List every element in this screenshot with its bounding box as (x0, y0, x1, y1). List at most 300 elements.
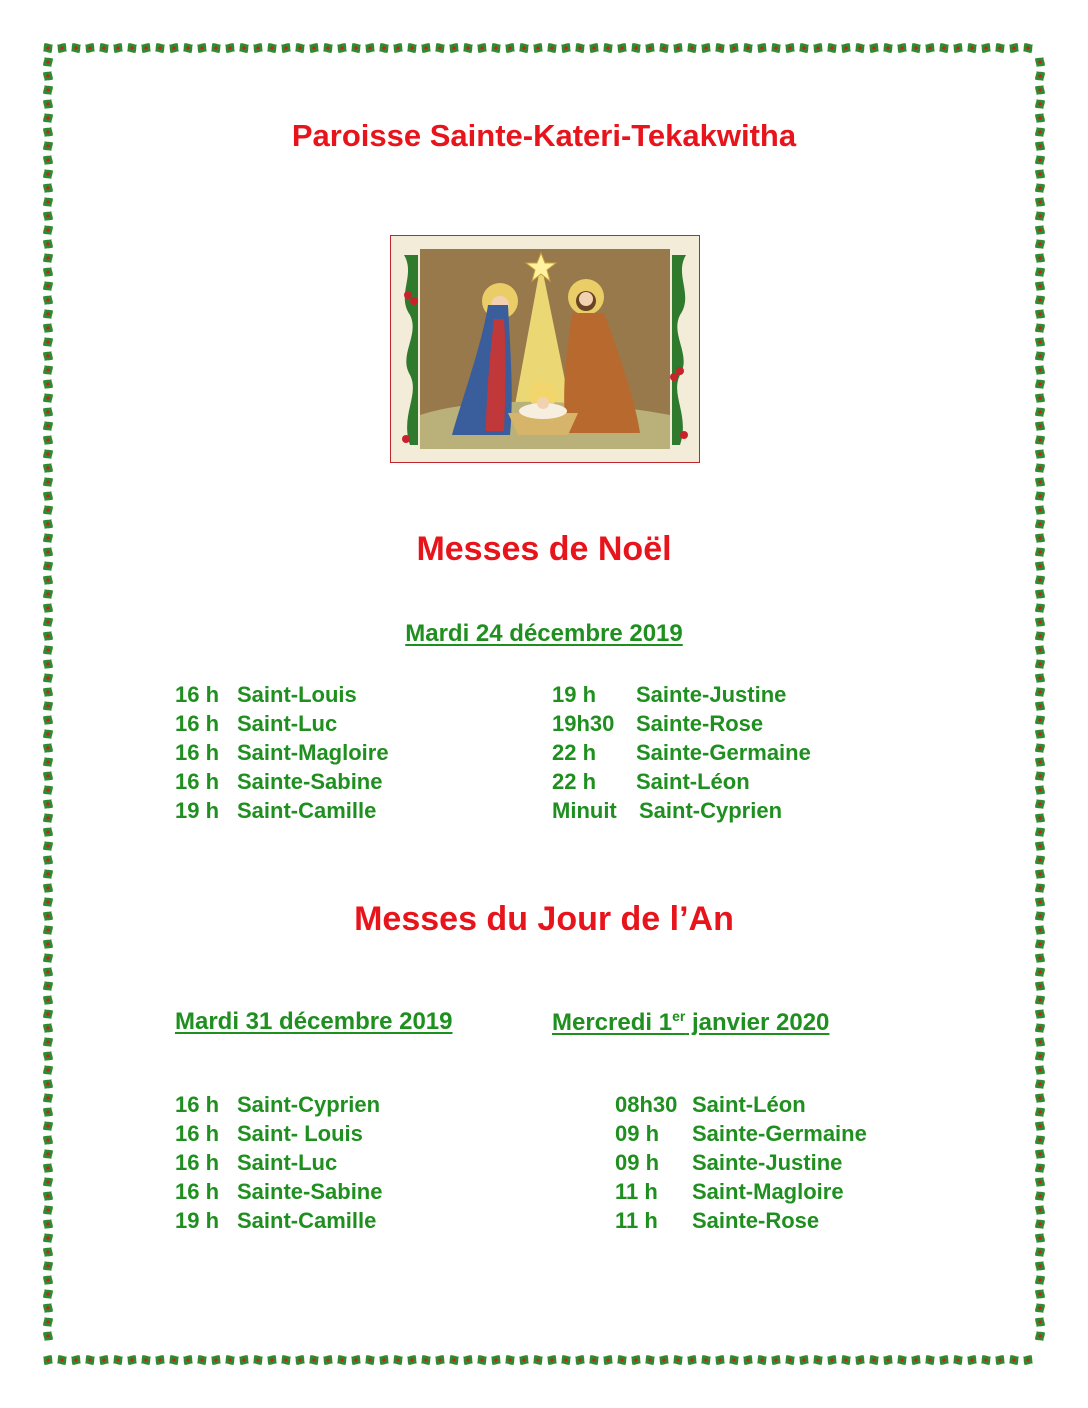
holly-icon (1006, 1352, 1023, 1368)
holly-icon (1032, 1286, 1048, 1303)
holly-icon (460, 40, 477, 56)
list-item: 22 h Saint-Léon (552, 769, 750, 794)
list-item: 09 h Sainte-Germaine (615, 1121, 867, 1146)
holly-icon (320, 1352, 337, 1368)
holly-icon (950, 40, 967, 56)
holly-icon (250, 1352, 267, 1368)
holly-icon (1032, 670, 1048, 687)
holly-icon (1032, 1034, 1048, 1051)
holly-icon (40, 404, 56, 421)
holly-icon (880, 1352, 897, 1368)
holly-icon (1032, 68, 1048, 85)
list-item: 19 h Saint-Camille (175, 798, 377, 823)
holly-icon (1032, 1090, 1048, 1107)
holly-icon (40, 950, 56, 967)
holly-icon (1032, 782, 1048, 799)
holly-icon (1032, 376, 1048, 393)
holly-icon (40, 362, 56, 379)
holly-icon (1032, 1272, 1048, 1289)
holly-icon (194, 1352, 211, 1368)
holly-icon (40, 1244, 56, 1261)
holly-icon (40, 586, 56, 603)
holly-icon (40, 320, 56, 337)
holly-icon (82, 40, 99, 56)
list-item: 16 h Sainte-Sabine (175, 769, 383, 794)
christmas-masses-title: Messes de Noël (416, 530, 672, 568)
holly-icon (698, 1352, 715, 1368)
holly-icon (40, 740, 56, 757)
holly-icon (110, 40, 127, 56)
holly-icon (40, 1202, 56, 1219)
holly-icon (236, 1352, 253, 1368)
holly-icon (1032, 838, 1048, 855)
holly-icon (1032, 1300, 1048, 1317)
holly-icon (1032, 572, 1048, 589)
holly-icon (40, 278, 56, 295)
holly-icon (978, 1352, 995, 1368)
holly-icon (950, 1352, 967, 1368)
holly-icon (40, 1286, 56, 1303)
holly-icon (628, 1352, 645, 1368)
holly-icon (698, 40, 715, 56)
christmas-date: Mardi 24 décembre 2019 (405, 620, 683, 647)
holly-icon (1032, 768, 1048, 785)
christmas-left-list (175, 680, 389, 825)
holly-icon (278, 1352, 295, 1368)
holly-icon (180, 40, 197, 56)
holly-icon (40, 670, 56, 687)
holly-icon (40, 964, 56, 981)
holly-icon (1032, 1244, 1048, 1261)
holly-icon (40, 1352, 56, 1368)
holly-icon (40, 810, 56, 827)
holly-icon (838, 1352, 855, 1368)
holly-icon (40, 1146, 56, 1163)
holly-icon (40, 502, 56, 519)
holly-icon (572, 1352, 589, 1368)
holly-icon (1032, 208, 1048, 225)
holly-icon (1032, 390, 1048, 407)
holly-icon (432, 1352, 449, 1368)
holly-icon (208, 1352, 225, 1368)
holly-icon (656, 1352, 673, 1368)
holly-icon (40, 474, 56, 491)
holly-icon (124, 1352, 141, 1368)
holly-icon (40, 1258, 56, 1275)
holly-icon (40, 1048, 56, 1065)
holly-icon (390, 1352, 407, 1368)
holly-icon (474, 40, 491, 56)
holly-icon (768, 40, 785, 56)
christmas-right-list (552, 680, 811, 825)
parish-title: Paroisse Sainte-Kateri-Tekakwitha (291, 118, 797, 153)
holly-icon (1032, 418, 1048, 435)
holly-icon (138, 40, 155, 56)
holly-icon (782, 40, 799, 56)
new-year-eve-list (175, 1090, 382, 1235)
holly-icon (96, 40, 113, 56)
holly-icon (1032, 950, 1048, 967)
holly-icon (40, 68, 56, 85)
holly-icon (670, 1352, 687, 1368)
holly-icon (124, 40, 141, 56)
holly-icon (824, 1352, 841, 1368)
holly-icon (390, 40, 407, 56)
holly-icon (40, 264, 56, 281)
holly-icon (1032, 348, 1048, 365)
holly-icon (740, 1352, 757, 1368)
holly-icon (40, 208, 56, 225)
holly-icon (1032, 278, 1048, 295)
holly-icon (908, 1352, 925, 1368)
holly-icon (1032, 684, 1048, 701)
new-year-eve-date: Mardi 31 décembre 2019 (175, 1008, 453, 1035)
holly-icon (964, 1352, 981, 1368)
holly-icon (1032, 600, 1048, 617)
holly-icon (1032, 264, 1048, 281)
holly-icon (40, 712, 56, 729)
holly-icon (40, 1034, 56, 1051)
list-item: 19h30 Sainte-Rose (552, 711, 764, 736)
holly-icon (404, 1352, 421, 1368)
holly-icon (40, 1272, 56, 1289)
holly-icon (1032, 754, 1048, 771)
holly-icon (1032, 698, 1048, 715)
holly-icon (306, 1352, 323, 1368)
holly-icon (348, 1352, 365, 1368)
holly-icon (40, 1020, 56, 1037)
holly-icon (1032, 236, 1048, 253)
list-item: 11 h Saint-Magloire (615, 1179, 844, 1204)
holly-icon (908, 40, 925, 56)
holly-icon (40, 334, 56, 351)
holly-icon (516, 1352, 533, 1368)
holly-icon (1032, 474, 1048, 491)
holly-icon (40, 306, 56, 323)
holly-icon (1032, 880, 1048, 897)
holly-icon (40, 656, 56, 673)
list-item: 22 h Sainte-Germaine (552, 740, 811, 765)
holly-icon (544, 1352, 561, 1368)
holly-icon (978, 40, 995, 56)
holly-icon (838, 40, 855, 56)
holly-icon (516, 40, 533, 56)
holly-icon (992, 40, 1009, 56)
holly-icon (1032, 1076, 1048, 1093)
holly-icon (446, 40, 463, 56)
holly-icon (1032, 712, 1048, 729)
holly-icon (40, 978, 56, 995)
holly-icon (40, 1300, 56, 1317)
holly-icon (712, 1352, 729, 1368)
list-item: 16 h Saint-Luc (175, 711, 338, 736)
list-item: 19 h Saint-Camille (175, 1208, 377, 1233)
holly-icon (40, 460, 56, 477)
holly-icon (1032, 1216, 1048, 1233)
holly-icon (432, 40, 449, 56)
holly-icon (306, 40, 323, 56)
holly-icon (1006, 40, 1023, 56)
holly-icon (222, 1352, 239, 1368)
holly-icon (264, 40, 281, 56)
holly-icon (1032, 1006, 1048, 1023)
holly-icon (54, 1352, 71, 1368)
holly-icon (418, 1352, 435, 1368)
holly-icon (418, 40, 435, 56)
holly-icon (740, 40, 757, 56)
holly-icon (894, 40, 911, 56)
holly-icon (782, 1352, 799, 1368)
holly-icon (40, 572, 56, 589)
holly-icon (222, 40, 239, 56)
list-item: 16 h Sainte-Sabine (175, 1179, 383, 1204)
holly-icon (40, 1328, 56, 1345)
holly-icon (40, 1118, 56, 1135)
holly-icon (1032, 306, 1048, 323)
new-year-day-date: Mercredi 1er janvier 2020 (552, 1008, 830, 1036)
list-item: 09 h Sainte-Justine (615, 1150, 843, 1175)
holly-icon (1032, 54, 1048, 71)
holly-icon (1032, 320, 1048, 337)
holly-icon (362, 1352, 379, 1368)
holly-icon (684, 40, 701, 56)
holly-icon (40, 992, 56, 1009)
holly-icon (1032, 992, 1048, 1009)
holly-icon (1032, 824, 1048, 841)
holly-icon (1020, 1352, 1037, 1368)
holly-icon (894, 1352, 911, 1368)
holly-icon (1032, 964, 1048, 981)
holly-icon (1032, 82, 1048, 99)
holly-icon (684, 1352, 701, 1368)
holly-icon (68, 1352, 85, 1368)
holly-icon (530, 1352, 547, 1368)
holly-icon (1032, 404, 1048, 421)
holly-icon (1032, 810, 1048, 827)
list-item: 19 h Sainte-Justine (552, 682, 787, 707)
holly-icon (1032, 292, 1048, 309)
holly-icon (278, 40, 295, 56)
holly-icon (642, 40, 659, 56)
holly-icon (40, 1132, 56, 1149)
list-item: 08h30 Saint-Léon (615, 1092, 806, 1117)
holly-icon (1032, 1328, 1048, 1345)
holly-icon (40, 1314, 56, 1331)
holly-icon (992, 1352, 1009, 1368)
holly-icon (40, 1062, 56, 1079)
holly-icon (460, 1352, 477, 1368)
holly-icon (572, 40, 589, 56)
holly-icon (376, 40, 393, 56)
holly-icon (250, 40, 267, 56)
holly-icon (40, 768, 56, 785)
holly-icon (40, 1188, 56, 1205)
holly-icon (180, 1352, 197, 1368)
holly-icon (110, 1352, 127, 1368)
holly-icon (1032, 1314, 1048, 1331)
holly-icon (264, 1352, 281, 1368)
holly-icon (194, 40, 211, 56)
holly-icon (166, 40, 183, 56)
holly-icon (40, 488, 56, 505)
holly-icon (642, 1352, 659, 1368)
holly-icon (40, 54, 56, 71)
holly-icon (292, 40, 309, 56)
holly-icon (1032, 1020, 1048, 1037)
holly-icon (40, 376, 56, 393)
holly-icon (1032, 866, 1048, 883)
holly-icon (40, 418, 56, 435)
holly-icon (586, 40, 603, 56)
holly-icon (40, 96, 56, 113)
holly-icon (1032, 460, 1048, 477)
holly-icon (866, 40, 883, 56)
holly-icon (40, 1076, 56, 1093)
holly-icon (376, 1352, 393, 1368)
holly-icon (964, 40, 981, 56)
holly-icon (138, 1352, 155, 1368)
holly-icon (1032, 1202, 1048, 1219)
holly-icon (1032, 1062, 1048, 1079)
holly-icon (754, 40, 771, 56)
list-item: 11 h Sainte-Rose (615, 1208, 820, 1233)
holly-icon (936, 40, 953, 56)
holly-icon (1032, 488, 1048, 505)
holly-icon (40, 1090, 56, 1107)
holly-icon (40, 698, 56, 715)
list-item: 16 h Saint-Louis (175, 682, 357, 707)
holly-icon (1032, 180, 1048, 197)
holly-icon (348, 40, 365, 56)
holly-icon (40, 1216, 56, 1233)
holly-icon (852, 1352, 869, 1368)
holly-icon (446, 1352, 463, 1368)
holly-icon (768, 1352, 785, 1368)
new-year-masses-title: Messes du Jour de l’An (354, 900, 734, 938)
holly-icon (1032, 446, 1048, 463)
holly-icon (1032, 1146, 1048, 1163)
holly-icon (474, 1352, 491, 1368)
holly-icon (292, 1352, 309, 1368)
list-item: Minuit Saint-Cyprien (552, 798, 783, 823)
holly-icon (712, 40, 729, 56)
holly-icon (1032, 1104, 1048, 1121)
holly-icon (40, 432, 56, 449)
holly-icon (1032, 250, 1048, 267)
holly-icon (40, 390, 56, 407)
holly-icon (40, 726, 56, 743)
holly-icon (40, 152, 56, 169)
holly-icon (530, 40, 547, 56)
holly-icon (40, 852, 56, 869)
holly-icon (502, 40, 519, 56)
holly-icon (1032, 726, 1048, 743)
holly-icon (40, 1006, 56, 1023)
holly-icon (796, 40, 813, 56)
holly-icon (40, 782, 56, 799)
holly-icon (40, 866, 56, 883)
holly-icon (40, 446, 56, 463)
holly-icon (40, 180, 56, 197)
holly-icon (488, 40, 505, 56)
holly-icon (96, 1352, 113, 1368)
holly-icon (866, 1352, 883, 1368)
holly-icon (152, 1352, 169, 1368)
holly-icon (82, 1352, 99, 1368)
holly-icon (236, 40, 253, 56)
holly-icon (614, 40, 631, 56)
holly-icon (558, 40, 575, 56)
holly-icon (1032, 1174, 1048, 1191)
holly-icon (1032, 222, 1048, 239)
holly-icon (880, 40, 897, 56)
holly-icon (1032, 334, 1048, 351)
holly-icon (936, 1352, 953, 1368)
holly-icon (922, 1352, 939, 1368)
holly-icon (40, 236, 56, 253)
holly-icon (1032, 152, 1048, 169)
holly-icon (600, 40, 617, 56)
holly-icon (40, 600, 56, 617)
holly-icon (1032, 740, 1048, 757)
holly-icon (54, 40, 71, 56)
holly-icon (1032, 432, 1048, 449)
holly-icon (614, 1352, 631, 1368)
holly-icon (628, 40, 645, 56)
holly-icon (1032, 1118, 1048, 1135)
holly-icon (726, 40, 743, 56)
holly-icon (502, 1352, 519, 1368)
holly-icon (404, 40, 421, 56)
holly-icon (1032, 656, 1048, 673)
holly-icon (922, 40, 939, 56)
holly-icon (40, 1104, 56, 1121)
holly-icon (1032, 852, 1048, 869)
holly-icon (40, 1160, 56, 1177)
holly-icon (600, 1352, 617, 1368)
holly-icon (1032, 194, 1048, 211)
holly-icon (558, 1352, 575, 1368)
holly-icon (40, 1230, 56, 1247)
holly-icon (68, 40, 85, 56)
list-item: 16 h Saint- Louis (175, 1121, 363, 1146)
holly-icon (810, 1352, 827, 1368)
list-item: 16 h Saint-Magloire (175, 740, 389, 765)
holly-icon (208, 40, 225, 56)
holly-icon (320, 40, 337, 56)
holly-icon (1032, 362, 1048, 379)
holly-icon (40, 194, 56, 211)
holly-icon (40, 166, 56, 183)
holly-icon (544, 40, 561, 56)
holly-icon (1032, 1258, 1048, 1275)
holly-icon (1032, 1230, 1048, 1247)
holly-icon (40, 40, 56, 56)
holly-icon (40, 250, 56, 267)
holly-icon (40, 880, 56, 897)
holly-icon (334, 40, 351, 56)
holly-icon (40, 824, 56, 841)
holly-icon (334, 1352, 351, 1368)
holly-icon (1032, 1188, 1048, 1205)
holly-icon (40, 684, 56, 701)
holly-icon (810, 40, 827, 56)
holly-icon (1032, 96, 1048, 113)
holly-icon (586, 1352, 603, 1368)
holly-icon (40, 82, 56, 99)
holly-icon (1032, 1160, 1048, 1177)
holly-icon (754, 1352, 771, 1368)
